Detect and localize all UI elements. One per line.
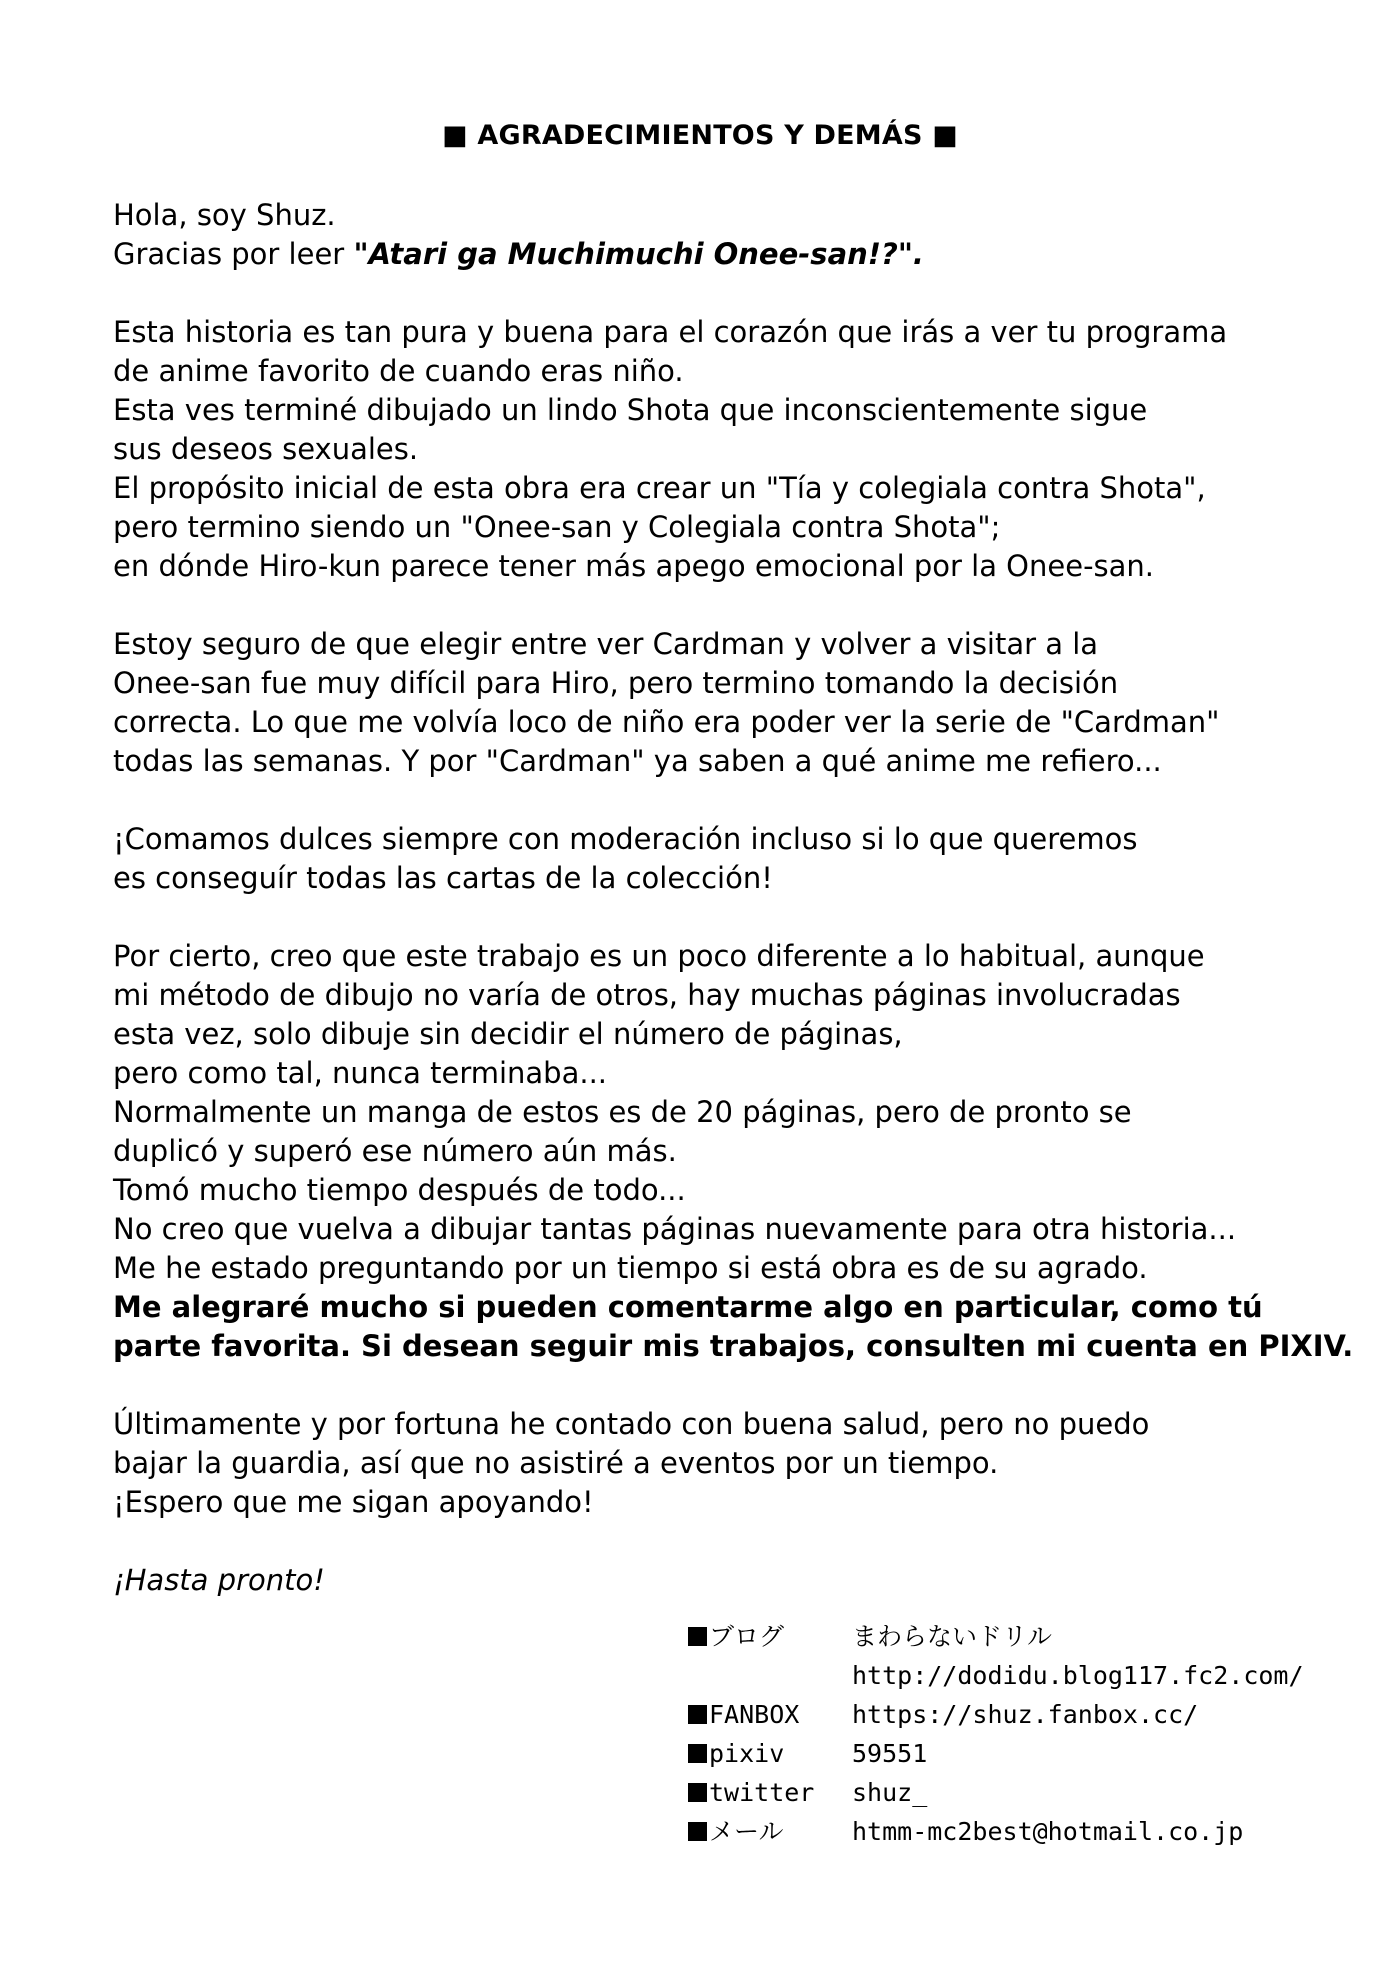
pixiv-id: 59551 xyxy=(852,1739,928,1768)
contact-row-fanbox xyxy=(688,1695,1304,1734)
contact-row-blog-url xyxy=(688,1656,1304,1695)
paragraph-line: sus deseos sexuales. xyxy=(113,432,419,466)
paragraph-line: todas las semanas. Y por "Cardman" ya saben a qué anime me refiero... xyxy=(113,744,1162,778)
twitter-label: twitter xyxy=(709,1778,815,1807)
square-bullet-icon xyxy=(688,1705,707,1724)
afterword-body xyxy=(113,196,1354,1639)
paragraph-line: Tomó mucho tiempo después de todo... xyxy=(113,1173,686,1207)
page-title: ■ AGRADECIMIENTOS Y DEMÁS ■ xyxy=(442,120,958,151)
paragraph-line: No creo que vuelva a dibujar tantas páginas nuevamente para otra historia... xyxy=(113,1212,1237,1246)
bold-line: parte favorita. Si desean seguir mis trabajos, consulten mi cuenta en PIXIV. xyxy=(113,1329,1354,1363)
contact-row-blog xyxy=(688,1617,1304,1656)
paragraph-line: correcta. Lo que me volvía loco de niño era poder ver la serie de "Cardman" xyxy=(113,705,1220,739)
pixiv-label: pixiv xyxy=(709,1739,785,1768)
contact-row-pixiv xyxy=(688,1734,1304,1773)
square-bullet-icon xyxy=(688,1744,707,1763)
square-bullet-icon xyxy=(688,1627,707,1646)
bold-line: Me alegraré mucho si pueden comentarme algo en particular, como tú xyxy=(113,1290,1263,1324)
paragraph-line: Estoy seguro de que elegir entre ver Cardman y volver a visitar a la xyxy=(113,627,1099,661)
square-bullet-icon xyxy=(688,1783,707,1802)
contact-list xyxy=(688,1617,1304,1851)
process-paragraph xyxy=(113,937,1354,1366)
thanks-prefix: Gracias por leer xyxy=(113,237,354,271)
closing-paragraph xyxy=(113,1561,1333,1600)
contact-row-mail xyxy=(688,1812,1304,1851)
paragraph-line: Últimamente y por fortuna he contado con buena salud, pero no puedo xyxy=(113,1407,1150,1441)
mail-address: htmm-mc2best@hotmail.co.jp xyxy=(852,1817,1244,1846)
paragraph-line: Onee-san fue muy difícil para Hiro, pero termino tomando la decisión xyxy=(113,666,1119,700)
closing-line: ¡Hasta pronto! xyxy=(113,1563,325,1597)
paragraph-line: Esta historia es tan pura y buena para el corazón que irás a ver tu programa xyxy=(113,315,1228,349)
blog-label: ブログ xyxy=(709,1622,785,1651)
candy-paragraph xyxy=(113,820,1333,898)
paragraph-line: en dónde Hiro-kun parece tener más apego emocional por la Onee-san. xyxy=(113,549,1155,583)
paragraph-line: Me he estado preguntando por un tiempo si está obra es de su agrado. xyxy=(113,1251,1148,1285)
paragraph-line: pero termino siendo un "Onee-san y Colegiala contra Shota"; xyxy=(113,510,1001,544)
paragraph-line: ¡Comamos dulces siempre con moderación incluso si lo que queremos xyxy=(113,822,1138,856)
fanbox-label: FANBOX xyxy=(709,1700,800,1729)
blog-name: まわらないドリル xyxy=(852,1622,1053,1651)
paragraph-line: mi método de dibujo no varía de otros, hay muchas páginas involucradas xyxy=(113,978,1181,1012)
paragraph-line: ¡Espero que me sigan apoyando! xyxy=(113,1485,594,1519)
paragraph-line: El propósito inicial de esta obra era crear un "Tía y colegiala contra Shota", xyxy=(113,471,1206,505)
paragraph-line: pero como tal, nunca terminaba... xyxy=(113,1056,608,1090)
paragraph-line: esta vez, solo dibuje sin decidir el número de páginas, xyxy=(113,1017,903,1051)
contact-row-twitter xyxy=(688,1773,1304,1812)
paragraph-line: es conseguír todas las cartas de la colección! xyxy=(113,861,773,895)
fanbox-url: https://shuz.fanbox.cc/ xyxy=(852,1700,1199,1729)
mail-label: メール xyxy=(709,1817,784,1846)
paragraph-line: Esta ves terminé dibujado un lindo Shota que inconscientemente sigue xyxy=(113,393,1148,427)
story-paragraph xyxy=(113,313,1333,586)
intro-paragraph xyxy=(113,196,1333,274)
health-paragraph xyxy=(113,1405,1333,1522)
paragraph-line: Normalmente un manga de estos es de 20 páginas, pero de pronto se xyxy=(113,1095,1132,1129)
paragraph-line: duplicó y superó ese número aún más. xyxy=(113,1134,677,1168)
square-bullet-icon xyxy=(688,1822,707,1841)
thanks-line xyxy=(113,235,1333,274)
blog-url: http://dodidu.blog117.fc2.com/ xyxy=(852,1661,1304,1690)
work-title: "Atari ga Muchimuchi Onee-san!?". xyxy=(353,237,924,271)
greeting-line: Hola, soy Shuz. xyxy=(113,198,336,232)
cardman-paragraph xyxy=(113,625,1333,781)
paragraph-line: de anime favorito de cuando eras niño. xyxy=(113,354,684,388)
paragraph-line: Por cierto, creo que este trabajo es un poco diferente a lo habitual, aunque xyxy=(113,939,1205,973)
paragraph-line: bajar la guardia, así que no asistiré a eventos por un tiempo. xyxy=(113,1446,999,1480)
twitter-handle: shuz_ xyxy=(852,1778,928,1807)
